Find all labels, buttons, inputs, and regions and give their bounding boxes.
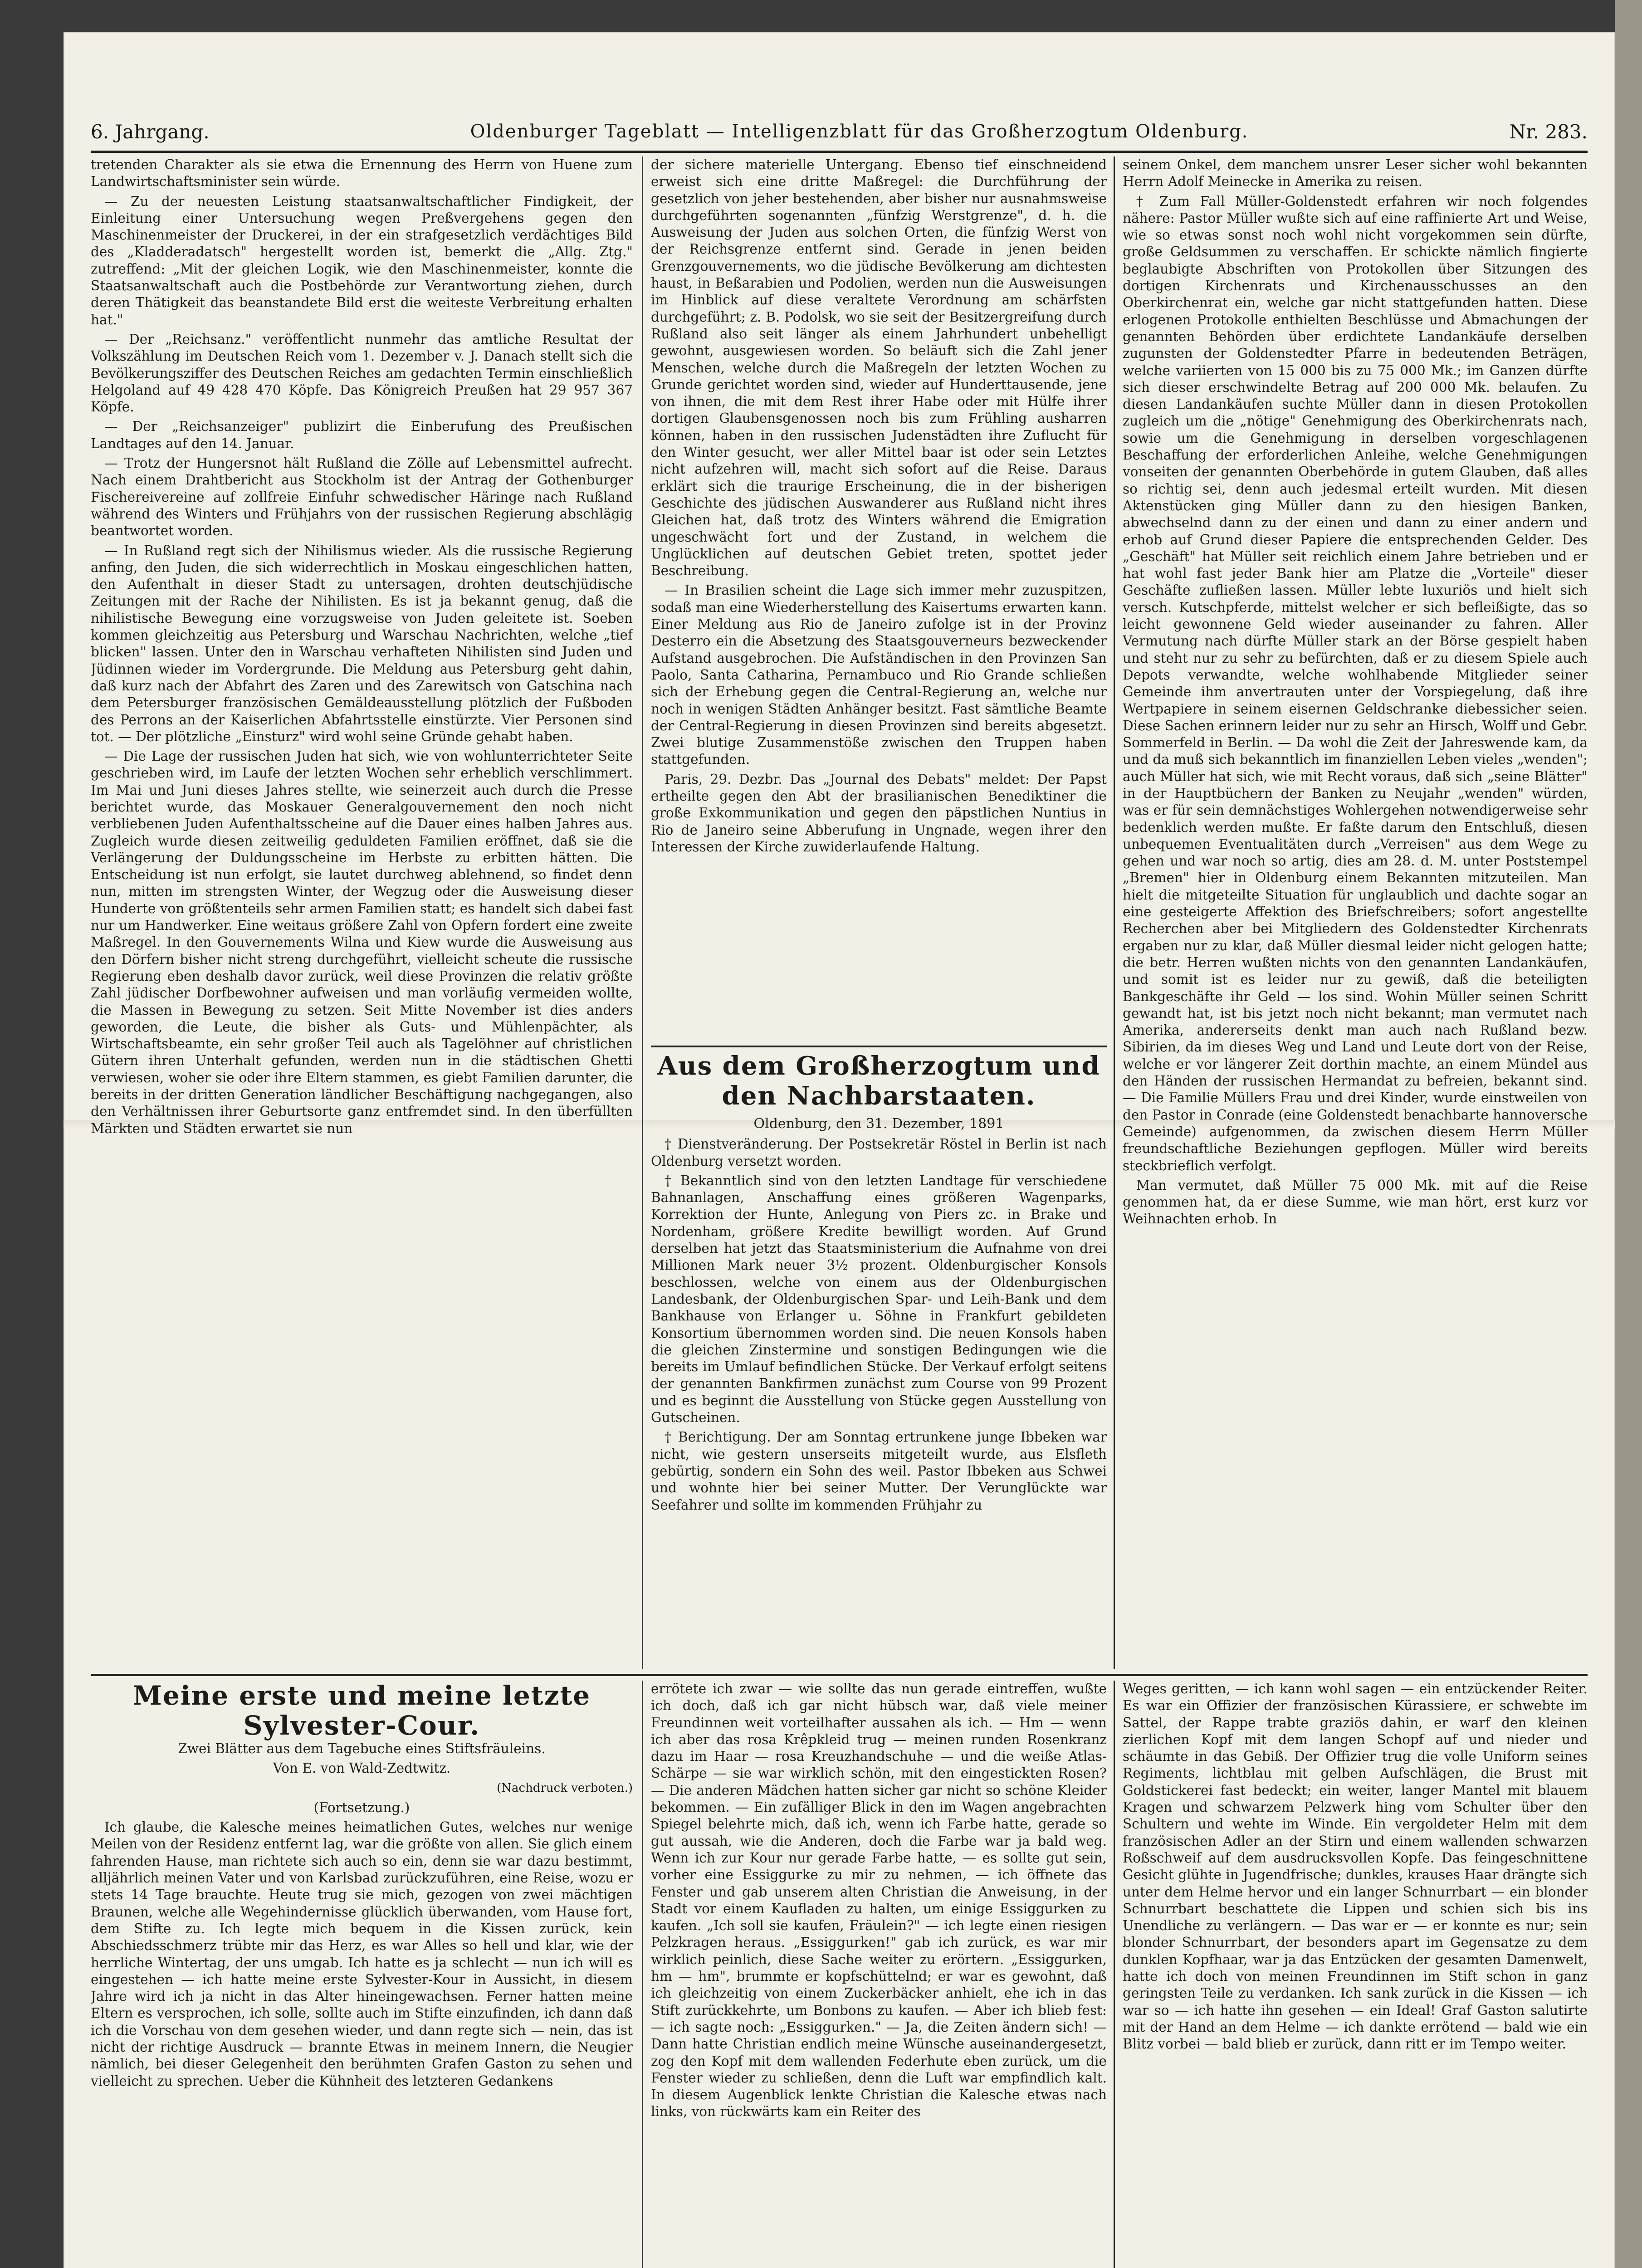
news-column-3 [1123,156,1588,1669]
column-divider [642,156,643,1669]
article-paragraph: Man vermutet, daß Müller 75 000 Mk. mit auf die Reise genommen hat, da er diese Summe, wie man hört, erst kurz vor Weihnachten erhob. In [1123,1177,1588,1227]
page-header [91,113,1588,150]
story-paragraph: errötete ich zwar — wie sollte das nun gerade eintreffen, wußte ich doch, daß ich gar nicht hübsch war, daß viele meiner Freundinnen weit vorteilhafter aussahen als ich. — Hm — wenn ich aber das rosa Krêpkleid trug — meinen runden Rosenkranz dazu im Haar — rosa Kreuzhandschuhe — und die weiße Atlas-Schärpe — sie war wirklich schön, mit den eingestickten Rosen? — Die anderen Mädchen hatten sicher gar nicht so schöne Kleider bekommen. — Ein zufälliger Blick in den im Wagen angebrachten Spiegel belehrte mich, daß ich, wenn ich Farbe hatte, gerade so gut aussah, wie die Anderen, doch die Farbe war ja bald weg. Wenn ich zur Kour nur gerade Farbe hatte, — es sollte gut sein, vorher eine Essiggurke zu mir zu nehmen, — ich öffnete das Fenster und gab unserem alten Christian die Anweisung, in der Stadt vor einem Kaufladen zu halten, um einige Essiggurken zu kaufen. „Ich soll sie kaufen, Fräulein?" — ich legte einen riesigen Pelzkragen heraus. „Essiggurken!" gab ich zurück, es war mir wirklich peinlich, diese Sache weiter zu erörtern. „Essiggurken, hm — hm", brummte er kopfschüttelnd; er war es gewohnt, daß ich gleichzeitig von einem Zuckerbäcker anhielt, ehe ich in das Stift zurückkehrte, um Bonbons zu kaufen. — Aber ich blieb fest: — ich sagte noch: „Essiggurken." — Ja, die Zeiten ändern sich! — Dann hatte Christian endlich meine Wünsche auseinandergesetzt, zog den Kopf mit dem wallenden Federhute eben zurück, um die Fenster wieder zu schließen, denn die Luft war empfindlich kalt. In diesem Augenblick lenkte Christian die Kalesche etwas nach links, von rückwärts kam ein Reiter des [651,1681,1107,2120]
masthead-title: Oldenburger Tageblatt — Intelligenzblatt für das Großherzogtum Oldenburg. [470,121,1249,142]
foreign-news [651,156,1107,1041]
column-divider [1114,1681,1115,2268]
article-paragraph: † Dienstveränderung. Der Postsekretär Röstel in Berlin ist nach Oldenburg versetzt worden. [651,1136,1107,1169]
article-paragraph: — In Rußland regt sich der Nihilismus wieder. Als die russische Regierung anfing, den Juden, die sich widerrechtlich in Moskau eingeschlichen hatten, den Aufenthalt in dieser Stadt zu untersagen, drohten deutschjüdische Zeitungen mit der Rache der Nihilisten. Es ist ja bekannt genug, daß die nihilistische Bewegung eine vorzugsweise von Juden geleitete ist. Soeben kommen gleichzeitig aus Petersburg und Warschau Nachrichten, welche „tief blicken" lassen. Unter den in Warschau verhafteten Nihilisten sind Juden und Jüdinnen wieder im Vordergrunde. Die Meldung aus Petersburg geht dahin, daß kurz nach der Abfahrt des Zaren und des Zarewitsch von Gatschina nach dem Petersburger französischen Gemäldeausstellung plötzlich der Fußboden des Perrons an der Kaiserlichen Abfahrtsstelle einstürzte. Vier Personen sind tot. — Der plötzliche „Einsturz" wird wohl seine Gründe gehabt haben. [91,543,633,744]
story-paragraph: Weges geritten, — ich kann wohl sagen — ein entzückender Reiter. Es war ein Offizier der französischen Kürassiere, er schwebte im Sattel, der Rappe trabte graziös dahin, er warf den kleinen zierlichen Kopf mit dem langen Schopf auf und nieder und schäumte in das Gebiß. Der Offizier trug die volle Uniform seines Regiments, lichtblau mit gelben Aufschlägen, die Brust mit Goldstickerei fast bedeckt; ein weiter, langer Mantel mit blauem Kragen und schwarzem Pelzwerk hing vom Schulter über den Schultern und wehte im Winde. Ein vergoldeter Helm mit dem französischen Adler an der Stirn und einem wallenden schwarzen Roßschweif auf dem ausdrucksvollen Kopfe. Das feingeschnittene Gesicht glühte in Jugendfrische; dunkles, krauses Haar drängte sich unter dem Helme hervor und ein langer Schnurrbart — ein blonder Schnurrbart beschattete die Lippen und schien sich bis ins Unendliche zu verlängern. — Das war er — er konnte es nur; sein blonder Schnurrbart, der besonders apart im Gegensatze zu dem dunklen Kopfhaar, war ja das Entzücken der gesamten Damenwelt, hatte ich doch von meinen Freundinnen im Stift schon in ganz geringsten Teile zu verdanken. Ich sank zurück in die Kissen — ich war so — ich hatte ihn gesehen — ein Ideal! Graf Gaston salutirte mit der Hand an dem Helme — ich dankte errötend — bald wie ein Blitz vorbei — bald blieb er zurück, dann ritt er im Tempo weiter. [1123,1681,1588,2052]
dateline: Oldenburg, den 31. Dezember, 1891 [753,1116,1004,1132]
scan-background [1615,0,1642,2268]
article-paragraph: seinem Onkel, dem manchem unsrer Leser sicher wohl bekannten Herrn Adolf Meinecke in Amerika zu reisen. [1123,157,1588,190]
feuilleton-column-1 [91,1681,633,2268]
feuilleton-column-3 [1123,1681,1588,2268]
continuation-note: (Fortsetzung.) [313,1799,410,1815]
header-rule [91,151,1588,153]
article-paragraph: † Berichtigung. Der am Sonntag ertrunkene junge Ibbeken war nicht, wie gestern unserseits mitgeteilt wurde, aus Elsfleth gebürtig, sondern ein Sohn des weil. Pastor Ibbeken aus Schwei und wohnte hier bei seiner Mutter. Der Verunglückte war Seefahrer und sollte im kommenden Frühjahr zu [651,1429,1107,1513]
article-paragraph: † Bekanntlich sind von den letzten Landtage für verschiedene Bahnanlagen, Anschaffung eines größeren Wagenparks, Korrektion der Hunte, Anlegung von Piers zc. in Brake und Nordenham, größere Kredite bewilligt worden. Auf Grund derselben hat jetzt das Staatsministerium die Aufnahme von drei Millionen Mark neuer 3½ prozent. Oldenburgischer Konsols beschlossen, welche von einem aus der Oldenburgischen Landesbank, der Oldenburgischen Spar- und Leih-Bank und dem Bankhause von Erlanger u. Söhne in Frankfurt gebildeten Konsortium übernommen worden sind. Die neuen Konsols haben die gleichen Zinstermine und sonstigen Bedingungen wie die bereits im Umlauf befindlichen Stücke. Der Verkauf erfolgt seitens der genannten Bankfirmen zunächst zum Course von 99 Prozent und es beginnt die Ausstellung von Stücke gegen Ausstellung von Gutscheinen. [651,1173,1107,1426]
article-paragraph: — In Brasilien scheint die Lage sich immer mehr zuzuspitzen, sodaß man eine Wiederherstellung des Kaisertums erwarten kann. Einer Meldung aus Rio de Janeiro zufolge ist in der Provinz Desterro ein die Absetzung des Staatsgouverneurs bezweckender Aufstand ausgebrochen. Die Aufständischen in den Provinzen San Paolo, Santa Catharina, Pernambuco und Rio Grande schließen sich der Erhebung gegen die Central-Regierung an, welche nur noch in wenigen Städten Anhänger besitzt. Fast sämtliche Beamte der Central-Regierung in diesen Provinzen sind bereits abgesetzt. Zwei blutige Zusammenstöße zwischen den Truppen haben stattgefunden. [651,582,1107,767]
article-paragraph: tretenden Charakter als sie etwa die Ernennung des Herrn von Huene zum Landwirtschaftsminister sein würde. [91,157,633,190]
feuilleton-author: Von E. von Wald-Zedtwitz. [273,1760,451,1776]
feuilleton-rule [91,1674,1588,1676]
column-divider [642,1681,643,2268]
reprint-note: (Nachdruck verboten.) [497,1781,633,1795]
news-column-2 [651,156,1107,1669]
section-title: Aus dem Großherzogtum und den Nachbarstaaten. [657,1051,1100,1111]
article-paragraph: — Der „Reichsanzeiger" publizirt die Einberufung des Preußischen Landtages auf den 14. Januar. [91,419,633,451]
story-paragraph: Ich glaube, die Kalesche meines heimatlichen Gutes, welches nur wenige Meilen von der Residenz entfernt lag, war die größte von allen. Sie glich einem fahrenden Hause, man richtete sich auch so ein, denn sie war dazu bestimmt, alljährlich meinen Vater und von Karlsbad zurückzuführen, eine Reise, wozu er stets 14 Tage brauchte. Heute trug sie mich, gezogen von zwei mächtigen Braunen, welche alle Wegehindernisse glücklich überwanden, vom Hause fort, dem Stifte zu. Ich legte mich bequem in die Kissen zurück, kein Abschiedsschmerz trübte mir das Herz, es war Alles so hell und klar, wie der herrliche Wintertag, der uns umgab. Ich hatte es ja schlecht — nun ich will es eingestehen — ich hatte meine erste Sylvester-Kour in Aussicht, in diesem Jahre wird ich ja nicht in das Alter hineingewachsen. Ferner hatten meine Eltern es versprochen, ich solle, sollte auch im Stifte einzufinden, ich dann daß ich die Vorschau von dem gesehen wieder, und dann regte sich — nein, das ist nicht der richtige Ausdruck — brannte Etwas in meinem Innern, die Neugier nämlich, bei dieser Gelegenheit den berühmten Grafen Gaston zu sehen und vielleicht zu sprechen. Ueber die Kühnheit des letzteren Gedankens [91,1819,633,2089]
feuilleton-title [91,1681,633,1740]
newspaper-page [64,32,1615,2268]
article-paragraph: — Zu der neuesten Leistung staatsanwaltschaftlicher Findigkeit, der Einleitung einer Untersuchung wegen Preßvergehens gegen den Maschinenmeister der Druckerei, in der ein strafgesetzlich verdächtiges Bild des „Kladderadatsch" hergestellt worden ist, bemerkt die „Allg. Ztg." zutreffend: „Mit der gleichen Logik, wie den Maschinenmeister, konnte die Staatsanwaltschaft auch die Postbehörde zur Verantwortung ziehen, durch deren Thätigkeit das beanstandete Bild erst die weiteste Verbreitung erhalten hat." [91,193,633,327]
news-column-1 [91,156,633,1669]
feuilleton-title-line: Meine erste und meine letzte [132,1681,591,1711]
volume-label: 6. Jahrgang. [91,120,210,143]
article-paragraph: — Trotz der Hungersnot hält Rußland die Zölle auf Lebensmittel aufrecht. Nach einem Drahtbericht aus Stockholm ist der Antrag der Gothenburger Fischereivereine auf zollfreie Einfuhr schwedischer Häringe nach Rußland während des Winters und Frühjahrs von der russischen Regierung abschlägig beantwortet worden. [91,455,633,539]
issue-number: Nr. 283. [1509,120,1588,143]
section-rule [651,1046,1107,1047]
feuilleton-subtitle: Zwei Blätter aus dem Tagebuche eines Stiftsfräuleins. [178,1741,546,1756]
article-paragraph: Paris, 29. Dezbr. Das „Journal des Debats" meldet: Der Papst ertheilte gegen den Abt der brasilianischen Benediktiner die große Exkommunikation und gegen den päpstlichen Nuntius in Rio de Janeiro seine Abberufung in Ungnade, wegen ihrer den Interessen der Kirche zuwiderlaufende Haltung. [651,771,1107,855]
article-paragraph: — Der „Reichsanz." veröffentlicht nunmehr das amtliche Resultat der Volkszählung im Deutschen Reich vom 1. Dezember v. J. Danach stellt sich die Bevölkerungsziffer des Deutschen Reiches am gedachten Termin einschließlich Helgoland auf 49 428 470 Köpfe. Das Königreich Preußen hat 29 957 367 Köpfe. [91,331,633,415]
article-paragraph: der sichere materielle Untergang. Ebenso tief einschneidend erweist sich eine dritte Maßregel: die Durchführung der gesetzlich von jeher bestehenden, aber bisher nur ausnahmsweise durchgeführten sogenannten „fünfzig Werstgrenze", d. h. die Ausweisung der Juden aus solchen Orten, die fünfzig Werst von der Reichsgrenze entfernt sind. Gerade in jenen beiden Grenzgouvernements, wo die jüdische Bevölkerung am dichtesten haust, in Beßarabien und Podolien, werden nun die Ausweisungen im Hinblick auf diese veraltete Verordnung am schärfsten durchgeführt; z. B. Podolsk, wo sie seit der Besitzergreifung durch Rußland also seit länger als einem Jahrhundert unbehelligt gewohnt, ausgewiesen worden. So beläuft sich die Zahl jener Menschen, welche durch die Maßregeln der letzten Wochen zu Grunde gerichtet worden sind, wieder auf Hunderttausende, jene von ihnen, die mit dem Rest ihrer Habe oder mit Hülfe ihrer dortigen Glaubensgenossen noch bis zum Frühling ausharren können, haben in den russischen Judenstädten ihre Zuflucht für den Winter gesucht, wer aller Mittel baar ist oder sein Letztes nicht aufzehren will, macht sich sofort auf die Reise. Daraus erklärt sich die traurige Erscheinung, die in der bisherigen Geschichte des jüdischen Auswanderer aus Rußland nicht ihres Gleichen hat, daß trotz des Winters während die Emigration ungeschwächt fort und der Zustand, in welchem die Unglücklichen auf deutschen Gebiet treten, spottet jeder Beschreibung. [651,157,1107,579]
article-paragraph: † Zum Fall Müller-Goldenstedt erfahren wir noch folgendes nähere: Pastor Müller wußte sich auf eine raffinierte Art und Weise, wie so etwas sonst noch wohl nicht vorgekommen sein dürfte, große Geldsummen zu verschaffen. Er schickte nämlich fingierte beglaubigte Abschriften von Protokollen über Sitzungen des dortigen Kirchenrats und Kirchenausschusses an den Oberkirchenrat ein, welche gar nicht stattgefunden hatten. Diese erlogenen Protokolle enthielten Beschlüsse und Abmachungen der genannten Behörden über erdichtete Landankäufe derselben zugunsten der Goldenstedter Pfarre in bedeutenden Beträgen, welche variierten von 15 000 bis zu 75 000 Mk.; im Ganzen dürfte sich dieser erschwindelte Betrag auf 200 000 Mk. belaufen. Zu diesen Landankäufen suchte Müller dann in diesen Protokollen zugleich um die „nötige" Genehmigung des Oberkirchenrats nach, sowie um die Genehmigung in derselben vorgeschlagenen Beschaffung der erforderlichen Anleihe, welche Genehmigungen vonseiten der genannten Oberbehörde in gutem Glauben, daß alles so richtig sei, denn auch jedesmal erteilt wurden. Mit diesen Aktenstücken ging Müller dann zu den hiesigen Banken, abwechselnd dann zu der einen und dann zu einer andern und erhob auf Grund dieser Papiere die entsprechenden Gelder. Des „Geschäft" hat Müller seit reichlich einem Jahre betrieben und er hat wohl fast jeder Bank hier am Platze die „Vorteile" dieser Geschäfte zufließen lassen. Müller lebte luxuriös und hielt sich versch. Kutschpferde, mittelst welcher er sich befleißigte, das so leicht gewonnene Geld wieder auseinander zu fahren. Aller Vermutung nach dürfte Müller stark an der Börse gespielt haben und steht nur zu sehr zu befürchten, daß er zu diesem Spiele auch Depots verwandte, welche wohlhabende Mitglieder seiner Gemeinde ihm anvertrauten unter der Vorspiegelung, daß ihre Wertpapiere in seinem eisernen Geldschranke diebessicher seien. Diese Sachen erinnern leider nur zu sehr an Hirsch, Wolff und Gebr. Sommerfeld in Berlin. — Da wohl die Zeit der Jahreswende kam, da und da muß sich bekanntlich im finanziellen Leben vieles „wenden"; auch Müller hat sich, wie mit Recht voraus, daß sich „seine Blätter" in der Hauptbüchern der Banken zu Neujahr „wenden" würden, was er für sein demnächstiges Wohlergehen notwendigerweise sehr bedenklich werden mußte. Er faßte darum den Entschluß, diesen unbequemen Eventualitäten durch „Verreisen" aus dem Wege zu gehen und war noch so artig, dies am 28. d. M. unter Poststempel „Bremen" hier in Oldenburg einem Bekannten mitzuteilen. Man hielt die mitgeteilte Situation für unglaublich und dachte sogar an eine gesteigerte Affektion des Briefschreibers; sofort angestellte Recherchen aber bei Mitgliedern des Goldenstedter Kirchenrats ergaben nur zu klar, daß Müller diesmal leider nicht gelogen hatte; die betr. Herren wußten nichts von den genannten Landankäufen, und somit ist es leider nur zu gewiß, daß die beteiligten Bankgeschäfte ihr Geld — los sind. Wohin Müller seinen Schritt gewandt hat, ist bis jetzt noch nicht bekannt; man vermutet nach Amerika, andererseits denkt man auch nach Rußland bezw. Sibirien, da im dieses Weg und Land und Leute dort von der Reise, welche er vor längerer Zeit dorthin machte, an einem Mündel aus den Händen der russischen Hermandat zu befreien, bekannt sind. — Die Familie Müllers Frau und drei Kinder, wurde einstweilen von den Pastor in Conrade (eine Goldenstedt benachbarte hannoversche Gemeinde) aufgenommen, da zwischen diesem Herrn Müller freundschaftliche Beziehungen gepflogen. Müller wird bereits steckbrieflich verfolgt. [1123,193,1588,1173]
column-divider [1114,156,1115,1669]
article-paragraph: — Die Lage der russischen Juden hat sich, wie von wohlunterrichteter Seite geschrieben wird, im Laufe der letzten Wochen sehr erheblich verschlimmert. Im Mai und Juni dieses Jahres stellte, wie seinerzeit auch durch die Presse berichtet wurde, das Moskauer Generalgouvernement den noch nicht verbliebenen Juden Aufenthaltsscheine auf die Dauer eines halben Jahres aus. Zugleich wurde diesen zeitweilig geduldeten Familien eröffnet, daß sie die Verlängerung der Duldungsscheine im Herbste zu erbitten hätten. Die Entscheidung ist nun erfolgt, sie lautet durchweg ablehnend, so findet denn nun, mitten im strengsten Winter, der Wegzug oder die Ausweisung dieser Hunderte von größtenteils sehr armen Familien statt; es handelt sich dabei fast nur um Handwerker. Eine weitaus größere Zahl von Opfern fordert eine zweite Maßregel. In den Gouvernements Wilna und Kiew wurde die Ausweisung aus den Dörfern bisher nicht streng durchgeführt, vielleicht scheute die russische Regierung eben deshalb davor zurück, weil diese Provinzen die relativ größte Zahl jüdischer Dorfbewohner aufweisen und man vorläufig vermeiden wollte, die Massen in Bewegung zu setzen. Seit Mitte November ist dies anders geworden, die Leute, die bisher als Guts- und Mühlenpächter, als Wirtschaftsbeamte, ein sehr großer Teil auch als Tagelöhner auf christlichen Gütern ihren Unterhalt gefunden, werden nun in die städtischen Ghetti verwiesen, woher sie oder ihre Eltern stammen, es giebt Familien darunter, die bereits in der dritten Generation ländlicher Beschäftigung nachgegangen, also den Verhältnissen ihrer Geburtsorte ganz entfremdet sind. In den überfüllten Märkten und Städten erwartet sie nun [91,748,633,1136]
feuilleton-column-2 [651,1681,1107,2268]
story-body [1123,1681,1588,2268]
feuilleton-title-line: Sylvester-Cour. [243,1710,480,1741]
